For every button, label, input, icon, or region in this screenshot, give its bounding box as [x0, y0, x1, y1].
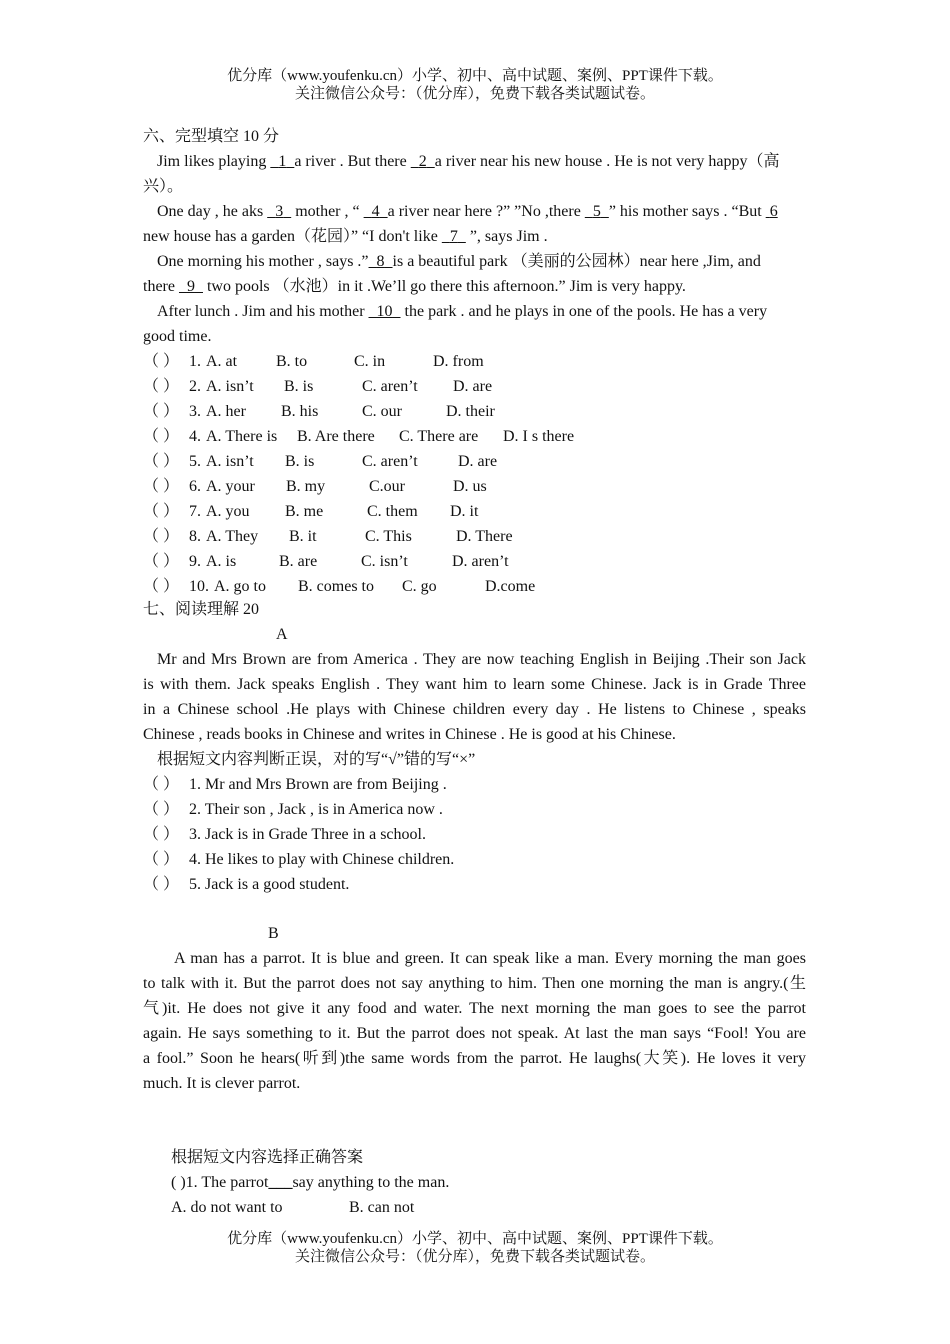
option-a: A. her	[206, 403, 246, 420]
answer-paren[interactable]: （ ）	[143, 801, 180, 818]
answer-paren[interactable]: （ ）	[143, 453, 180, 470]
answer-paren[interactable]: （ ）	[143, 528, 180, 545]
option-c: C. them	[367, 503, 418, 520]
passage-b-line-3: 气)it. He does not give it any food and water. The next morning the man goes to see the parrot	[143, 1000, 806, 1017]
option-c: C. aren’t	[362, 453, 418, 470]
passage-b-line-4: again. He says something to it. But the parrot does not speak. At last the man says “Fool! You are	[143, 1025, 806, 1042]
question-number: 6.	[189, 478, 201, 495]
option-a: A. at	[206, 353, 238, 370]
question-number: 2.	[189, 378, 201, 395]
passage-b-question-1-option-a: A. do not want to	[171, 1199, 283, 1216]
question-number: 1.	[189, 353, 201, 370]
passage-a-label: A	[276, 626, 288, 643]
option-a: A. your	[206, 478, 255, 495]
option-d: D. There	[456, 528, 513, 545]
passage-a-line-2: is with them. Jack speaks English . They want him to learn some Chinese. Jack is in Grade Three	[143, 676, 806, 693]
option-d: D.come	[485, 578, 536, 595]
answer-blank[interactable]: ___	[268, 1174, 293, 1191]
question-number: 4.	[189, 428, 201, 445]
statement-2: 2. Their son , Jack , is in America now .	[189, 801, 443, 818]
answer-paren[interactable]: （ ）	[143, 403, 180, 420]
passage-a-instruction: 根据短文内容判断正误，对的写“√”错的写“×”	[157, 751, 476, 768]
passage-a-line-4: Chinese , reads books in Chinese and writes in Chinese . He is good at his Chinese.	[143, 726, 676, 743]
option-c: C. There are	[399, 428, 479, 445]
statement-5: 5. Jack is a good student.	[189, 876, 350, 893]
option-d: D. it	[450, 503, 479, 520]
cloze-title: 六、完型填空 10 分	[143, 128, 280, 145]
answer-paren[interactable]: （ ）	[143, 378, 180, 395]
answer-paren[interactable]: （ ）	[143, 826, 180, 843]
reading-title: 七、阅读理解 20	[143, 601, 260, 618]
option-b: B. to	[276, 353, 308, 370]
option-a: A. is	[206, 553, 237, 570]
option-a: A. you	[206, 503, 250, 520]
passage-b-question-1-option-b: B. can not	[349, 1199, 415, 1216]
passage-b-line-5: a fool.” Soon he hears(听到)the same words from the parrot. He laughs(大笑). He loves it very	[143, 1050, 806, 1067]
option-b: B. Are there	[297, 428, 375, 445]
option-c: C. aren’t	[362, 378, 418, 395]
cloze-paragraph-4-line-1: After lunch . Jim and his mother 10 the park . and he plays in one of the pools. He has a very	[157, 303, 768, 320]
option-c: C. in	[354, 353, 386, 370]
header-line-1: 优分库（www.youfenku.cn）小学、初中、高中试题、案例、PPT课件下载。	[227, 68, 723, 84]
option-b: B. are	[279, 553, 318, 570]
footer-line-1: 优分库（www.youfenku.cn）小学、初中、高中试题、案例、PPT课件下载。	[227, 1231, 723, 1247]
question-number: 9.	[189, 553, 201, 570]
passage-a-line-3: in a Chinese school .He plays with Chinese children every day . He listens to Chinese , speaks	[143, 701, 806, 718]
statement-4: 4. He likes to play with Chinese children.	[189, 851, 455, 868]
question-number: 3.	[189, 403, 201, 420]
answer-paren[interactable]: （ ）	[143, 478, 180, 495]
answer-paren[interactable]: （ ）	[143, 851, 180, 868]
passage-b-instruction: 根据短文内容选择正确答案	[171, 1149, 364, 1166]
statement-1: 1. Mr and Mrs Brown are from Beijing .	[189, 776, 447, 793]
question-number: 5.	[189, 453, 201, 470]
option-c: C. isn’t	[361, 553, 408, 570]
answer-paren[interactable]: （ ）	[143, 578, 180, 595]
option-c: C. This	[365, 528, 412, 545]
passage-b-label: B	[268, 925, 279, 942]
answer-paren[interactable]: （ ）	[143, 503, 180, 520]
option-c: C.our	[369, 478, 405, 495]
header-line-2: 关注微信公众号：（优分库），免费下载各类试题试卷。	[294, 86, 655, 102]
option-b: B. his	[281, 403, 319, 420]
passage-a-line-1: Mr and Mrs Brown are from America . They are now teaching English in Beijing .Their son Jack	[157, 651, 806, 668]
option-a: A. They	[206, 528, 259, 545]
option-b: B. comes to	[298, 578, 374, 595]
option-c: C. go	[402, 578, 437, 595]
option-c: C. our	[362, 403, 402, 420]
option-a: A. There is	[206, 428, 278, 445]
answer-paren[interactable]: （ ）	[143, 553, 180, 570]
footer-line-2: 关注微信公众号：（优分库），免费下载各类试题试卷。	[294, 1249, 655, 1265]
option-b: B. my	[286, 478, 326, 495]
option-b: B. is	[284, 378, 314, 395]
option-b: B. it	[289, 528, 317, 545]
cloze-paragraph-2-line-2: new house has a garden（花园）” “I don't like 7 ”, says Jim .	[143, 228, 548, 245]
cloze-paragraph-3-line-2: there 9 two pools （水池）in it .We’ll go there this afternoon.” Jim is very happy.	[143, 278, 686, 295]
passage-b-line-2: to talk with it. But the parrot does not say anything to him. Then one morning the man is angry.(生	[143, 975, 806, 992]
option-a: A. isn’t	[206, 453, 254, 470]
option-a: A. go to	[214, 578, 266, 595]
passage-b-line-1: A man has a parrot. It is blue and green. It can speak like a man. Every morning the man goes	[174, 950, 806, 967]
answer-paren[interactable]: （ ）	[143, 353, 180, 370]
answer-paren[interactable]: （ ）	[143, 776, 180, 793]
answer-paren[interactable]: （ ）	[143, 876, 180, 893]
option-d: D. aren’t	[452, 553, 509, 570]
option-d: D. are	[458, 453, 498, 470]
option-d: D. I s there	[503, 428, 575, 445]
statement-3: 3. Jack is in Grade Three in a school.	[189, 826, 426, 843]
cloze-paragraph-1-line-1: Jim likes playing 1 a river . But there 2 a river near his new house . He is not very happy（高	[157, 153, 780, 170]
cloze-paragraph-2-line-1: One day , he aks 3 mother , “ 4 a river near here ?” ”No ,there 5 ” his mother says . “But 6	[157, 203, 778, 220]
option-b: B. is	[285, 453, 315, 470]
cloze-paragraph-4-line-2: good time.	[143, 328, 212, 345]
passage-b-question-1: ( )1. The parrot___say anything to the man.	[171, 1174, 450, 1191]
passage-b-line-6: much. It is clever parrot.	[143, 1075, 301, 1092]
option-d: D. their	[446, 403, 495, 420]
cloze-paragraph-1-line-2: 兴）。	[143, 178, 184, 195]
question-number: 10.	[189, 578, 209, 595]
option-d: D. us	[453, 478, 487, 495]
cloze-paragraph-3-line-1: One morning his mother , says .” 8 is a beautiful park （美丽的公园林）near here ,Jim, and	[157, 253, 761, 270]
option-b: B. me	[285, 503, 324, 520]
question-number: 8.	[189, 528, 201, 545]
option-d: D. from	[433, 353, 484, 370]
option-d: D. are	[453, 378, 493, 395]
question-number: 7.	[189, 503, 201, 520]
answer-paren[interactable]: （ ）	[143, 428, 180, 445]
option-a: A. isn’t	[206, 378, 254, 395]
